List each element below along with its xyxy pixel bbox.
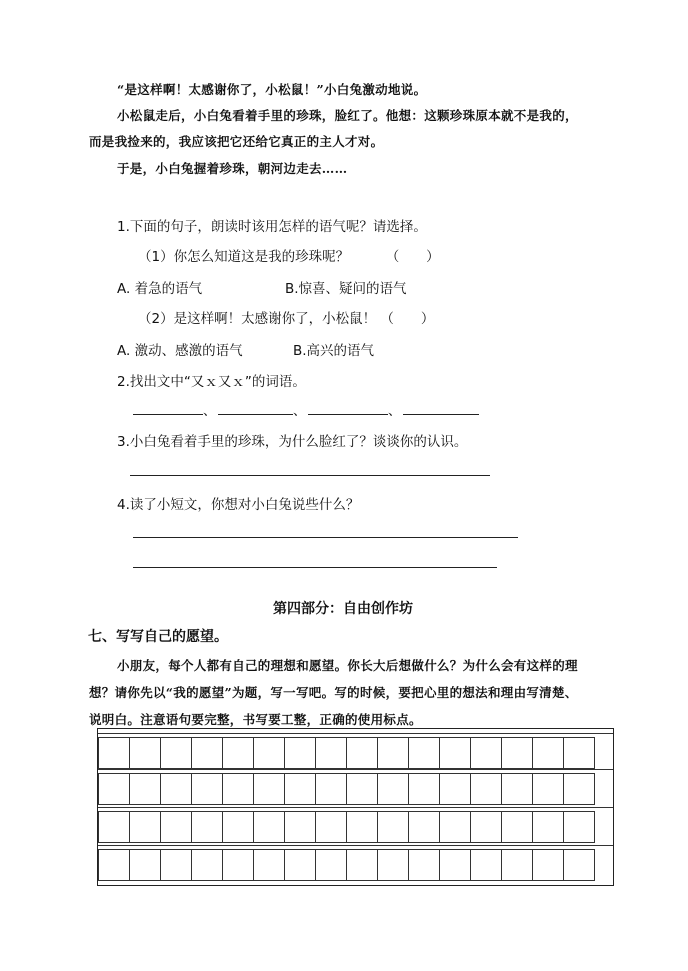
grid-row-divider	[98, 845, 613, 846]
grid-cell[interactable]	[284, 737, 316, 769]
grid-cell[interactable]	[315, 737, 347, 769]
grid-cell[interactable]	[501, 773, 533, 805]
grid-cell[interactable]	[470, 849, 502, 881]
grid-cell[interactable]	[284, 773, 316, 805]
grid-cell[interactable]	[346, 811, 378, 843]
grid-cell[interactable]	[315, 811, 347, 843]
grid-cell[interactable]	[377, 737, 409, 769]
grid-cell[interactable]	[408, 737, 440, 769]
writing-grid[interactable]	[97, 728, 614, 886]
grid-row	[98, 849, 613, 881]
story-paragraph-2: 小松鼠走后，小白兔看着手里的珍珠，脸红了。他想：这颗珍珠原本就不是我的，	[117, 108, 578, 123]
grid-cell[interactable]	[98, 737, 130, 769]
grid-row-divider	[98, 769, 613, 770]
grid-row	[98, 811, 613, 843]
grid-cell[interactable]	[129, 737, 161, 769]
question-2-title: 2.找出文中“又ｘ又ｘ”的词语。	[117, 374, 306, 390]
grid-cell[interactable]	[253, 811, 285, 843]
grid-cell[interactable]	[98, 773, 130, 805]
grid-cell[interactable]	[532, 773, 564, 805]
answer-paren-1[interactable]: （ ）	[385, 249, 440, 265]
question-1-option-b-1[interactable]: B.惊喜、疑问的语气	[285, 281, 407, 297]
grid-cell[interactable]	[129, 849, 161, 881]
story-paragraph-2-cont: 而是我捡来的，我应该把它还给它真正的主人才对。	[89, 134, 384, 149]
grid-cell[interactable]	[222, 773, 254, 805]
grid-cell[interactable]	[160, 811, 192, 843]
section-7-intro-1: 小朋友，每个人都有自己的理想和愿望。你长大后想做什么？为什么会有这样的理	[117, 658, 578, 673]
grid-cell[interactable]	[191, 811, 223, 843]
grid-cell[interactable]	[253, 773, 285, 805]
separator-1: 、	[203, 404, 217, 419]
grid-row-divider	[98, 733, 613, 734]
grid-cell[interactable]	[253, 737, 285, 769]
section-7-title: 七、写写自己的愿望。	[88, 629, 228, 645]
grid-cell[interactable]	[532, 849, 564, 881]
grid-cell[interactable]	[222, 849, 254, 881]
grid-cell[interactable]	[98, 849, 130, 881]
grid-cell[interactable]	[532, 811, 564, 843]
question-1-sub-1	[138, 245, 440, 265]
separator-3: 、	[388, 404, 402, 419]
question-1-option-a-2[interactable]: A. 激动、感激的语气	[117, 343, 243, 359]
grid-cell[interactable]	[470, 737, 502, 769]
story-paragraph-3: 于是，小白兔握着珍珠，朝河边走去……	[117, 161, 348, 176]
grid-cell[interactable]	[222, 811, 254, 843]
grid-cell[interactable]	[346, 849, 378, 881]
grid-cell[interactable]	[439, 811, 471, 843]
grid-cell[interactable]	[377, 773, 409, 805]
question-1-sub-2-text: （2）是这样啊！太感谢你了，小松鼠！	[138, 311, 377, 327]
question-1-sub-2	[138, 307, 434, 327]
grid-cell[interactable]	[346, 773, 378, 805]
grid-cell[interactable]	[563, 737, 595, 769]
grid-cell[interactable]	[470, 773, 502, 805]
grid-cell[interactable]	[346, 737, 378, 769]
answer-line-4-2[interactable]	[133, 567, 497, 568]
question-1-sub-1-text: （1）你怎么知道这是我的珍珠呢？	[138, 249, 350, 265]
grid-cell[interactable]	[222, 737, 254, 769]
grid-cell[interactable]	[439, 849, 471, 881]
grid-cell[interactable]	[191, 849, 223, 881]
grid-cell[interactable]	[129, 811, 161, 843]
grid-cell[interactable]	[439, 773, 471, 805]
question-1-option-a-1[interactable]: A. 着急的语气	[117, 281, 203, 297]
grid-cell[interactable]	[408, 773, 440, 805]
grid-cell[interactable]	[160, 849, 192, 881]
grid-cell[interactable]	[439, 737, 471, 769]
grid-cell[interactable]	[284, 811, 316, 843]
grid-cell[interactable]	[501, 849, 533, 881]
grid-cell[interactable]	[470, 811, 502, 843]
grid-cell[interactable]	[315, 773, 347, 805]
grid-cell[interactable]	[377, 849, 409, 881]
grid-cell[interactable]	[191, 773, 223, 805]
grid-cell[interactable]	[253, 849, 285, 881]
section-7-intro-2: 想？请你先以“我的愿望”为题，写一写吧。写的时候，要把心里的想法和理由写清楚、	[89, 685, 578, 700]
grid-cell[interactable]	[563, 773, 595, 805]
grid-cell[interactable]	[501, 737, 533, 769]
question-1-title: 1.下面的句子，朗读时该用怎样的语气呢？请选择。	[117, 219, 427, 235]
answer-line-4-1[interactable]	[133, 537, 518, 538]
question-1-option-b-2[interactable]: B.高兴的语气	[293, 343, 375, 359]
grid-cell[interactable]	[98, 811, 130, 843]
answer-blank-2-2[interactable]	[218, 414, 293, 415]
grid-row-divider	[98, 807, 613, 808]
answer-line-3[interactable]	[130, 475, 490, 476]
answer-paren-2[interactable]: （ ）	[380, 311, 435, 327]
question-3-title: 3.小白兔看着手里的珍珠，为什么脸红了？谈谈你的认识。	[117, 434, 468, 450]
grid-cell[interactable]	[377, 811, 409, 843]
grid-cell[interactable]	[129, 773, 161, 805]
part-4-title: 第四部分：自由创作坊	[273, 601, 413, 617]
grid-cell[interactable]	[501, 811, 533, 843]
section-7-intro-3: 说明白。注意语句要完整，书写要工整，正确的使用标点。	[89, 712, 422, 727]
grid-cell[interactable]	[563, 849, 595, 881]
grid-cell[interactable]	[315, 849, 347, 881]
answer-blank-2-4[interactable]	[403, 414, 479, 415]
grid-cell[interactable]	[160, 773, 192, 805]
separator-2: 、	[293, 404, 307, 419]
grid-row	[98, 737, 613, 769]
grid-cell[interactable]	[532, 737, 564, 769]
grid-row	[98, 773, 613, 805]
grid-cell[interactable]	[284, 849, 316, 881]
story-paragraph-1: “是这样啊！太感谢你了，小松鼠！”小白兔激动地说。	[117, 82, 427, 97]
grid-cell[interactable]	[191, 737, 223, 769]
grid-cell[interactable]	[160, 737, 192, 769]
grid-cell[interactable]	[408, 849, 440, 881]
answer-blank-2-3[interactable]	[308, 414, 388, 415]
question-4-title: 4.读了小短文，你想对小白兔说些什么？	[117, 497, 360, 513]
grid-cell[interactable]	[563, 811, 595, 843]
grid-cell[interactable]	[408, 811, 440, 843]
answer-blank-2-1[interactable]	[133, 414, 203, 415]
